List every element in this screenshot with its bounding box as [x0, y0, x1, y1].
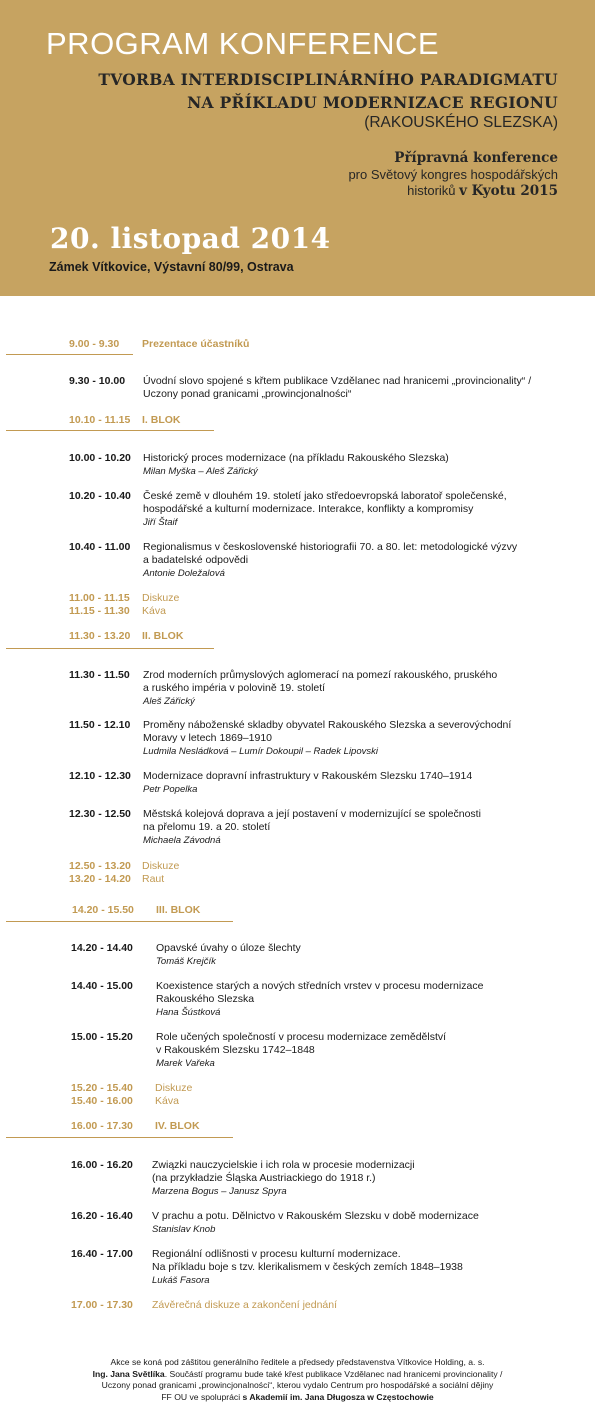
talk-entry: Regionální odlišnosti v procesu kulturní modernizace. Na příkladu boje s tzv. klerikalismem v českých zemích 1848–1938 Lukáš Fasora — [152, 1248, 463, 1286]
talk-time: 11.30 - 11.50 — [69, 669, 130, 681]
break-time: 11.15 - 11.30 — [69, 605, 130, 617]
talk-entry: Historický proces modernizace (na příkladu Rakouského Slezska) Milan Myška – Aleš Zářický — [143, 452, 449, 477]
talk-entry: Modernizace dopravní infrastruktury v Rakouském Slezsku 1740–1914 Petr Popelka — [143, 770, 473, 795]
conference-venue: Zámek Vítkovice, Výstavní 80/99, Ostrava — [49, 260, 294, 274]
block1-time: 10.10 - 11.15 — [69, 414, 131, 426]
footer-note — [0, 1357, 595, 1403]
section-divider — [6, 354, 133, 355]
registration-time: 9.00 - 9.30 — [69, 338, 120, 350]
prep-conference-label: Přípravná konference — [394, 150, 558, 166]
program-title: PROGRAM KONFERENCE — [46, 26, 440, 61]
break-label: Raut — [142, 873, 165, 885]
talk-time: 14.40 - 15.00 — [71, 980, 133, 992]
break-label: Káva — [142, 605, 166, 617]
talk-time: 10.40 - 11.00 — [69, 541, 131, 553]
section-divider — [6, 648, 214, 649]
talk-time: 12.30 - 12.50 — [69, 808, 131, 820]
closing-label: Závěrečná diskuze a zakončení jednání — [152, 1299, 338, 1311]
talk-entry: Role učených společností v procesu modernizace zemědělství v Rakouském Slezsku 1742–1848 Marek Vařeka — [156, 1031, 447, 1069]
break-time: 15.40 - 16.00 — [71, 1095, 133, 1107]
block1-label: I. BLOK — [142, 414, 181, 426]
talk-entry: Proměny náboženské skladby obyvatel Rakouského Slezska a severovýchodní Moravy v letech 1869–1910 Ludmila Nesládková – Lumír Dokoupil – Radek Lipovski — [143, 719, 512, 757]
footer-line: FF OU ve spolupráci s Akademií im. Jana Długosza w Częstochowie — [161, 1391, 434, 1402]
block3-time: 14.20 - 15.50 — [72, 904, 134, 916]
section-divider — [6, 430, 214, 431]
section-divider — [6, 921, 233, 922]
header-banner — [0, 0, 595, 296]
block2-time: 11.30 - 13.20 — [69, 630, 131, 642]
break-time: 12.50 - 13.20 — [69, 860, 131, 872]
conference-title-parenthetical: (RAKOUSKÉHO SLEZSKA) — [364, 114, 558, 131]
break-label: Diskuze — [155, 1082, 193, 1094]
talk-time: 12.10 - 12.30 — [69, 770, 131, 782]
break-label: Diskuze — [142, 860, 180, 872]
talk-entry: Městská kolejová doprava a její postavení v modernizující se společnosti na přelomu 19. a 20. století Michaela Závodná — [143, 808, 481, 846]
talk-time: 10.20 - 10.40 — [69, 490, 131, 502]
talk-entry: V prachu a potu. Dělnictvo v Rakouském Slezsku v době modernizace Stanislav Knob — [152, 1210, 479, 1235]
talk-time: 11.50 - 12.10 — [69, 719, 131, 731]
talk-time: 16.40 - 17.00 — [71, 1248, 133, 1260]
talk-time: 16.00 - 16.20 — [71, 1159, 133, 1171]
talk-entry: Opavské úvahy o úloze šlechty Tomáš Krejčík — [156, 942, 301, 967]
talk-time: 15.00 - 15.20 — [71, 1031, 133, 1043]
block4-time: 16.00 - 17.30 — [71, 1120, 133, 1132]
footer-line: Ing. Jana Světlíka. Součástí programu bude také křest publikace Vzdělanec nad hranicemi provincionality / — [92, 1368, 503, 1379]
talk-entry: Związki nauczycielskie i ich rola w procesie modernizacji (na przykładzie Śląska Austriackiego do 1918 r.) Marzena Bogus – Janusz Spyra — [152, 1159, 415, 1197]
conference-date: 20. listopad 2014 — [50, 222, 331, 255]
opening-description: Úvodní slovo spojené s křtem publikace Vzdělanec nad hranicemi „provincionality“ / Uczony ponad granicami „prowincjonalności“ — [143, 375, 532, 400]
block3-label: III. BLOK — [156, 904, 201, 916]
opening-time: 9.30 - 10.00 — [69, 375, 126, 387]
talk-entry: Regionalismus v československé historiografii 70. a 80. let: metodologické výzvy a badatelské odpovědi Antonie Doležalová — [143, 541, 518, 579]
prep-conference-line2: pro Světový kongres hospodářských — [348, 167, 558, 182]
closing-time: 17.00 - 17.30 — [71, 1299, 133, 1311]
break-time: 13.20 - 14.20 — [69, 873, 131, 885]
talk-time: 16.20 - 16.40 — [71, 1210, 133, 1222]
registration-label: Prezentace účastníků — [142, 338, 250, 350]
conference-title-line1: TVORBA INTERDISCIPLINÁRNÍHO PARADIGMATU — [98, 70, 558, 89]
section-divider — [6, 1137, 233, 1138]
break-label: Káva — [155, 1095, 179, 1107]
block4-label: IV. BLOK — [155, 1120, 200, 1132]
break-time: 11.00 - 11.15 — [69, 592, 130, 604]
talk-entry: České země v dlouhém 19. století jako středoevropská laboratoř společenské, hospodářské a kulturní modernizace. Interakce, konflikty a kompromisy Jiří Štaif — [143, 490, 507, 528]
talk-time: 10.00 - 10.20 — [69, 452, 131, 464]
break-time: 15.20 - 15.40 — [71, 1082, 133, 1094]
break-label: Diskuze — [142, 592, 180, 604]
prep-conference-line3: historiků v Kyotu 2015 — [407, 183, 558, 199]
talk-time: 14.20 - 14.40 — [71, 942, 133, 954]
conference-title-line2: NA PŘÍKLADU MODERNIZACE REGIONU — [187, 93, 558, 112]
footer-line: Uczony ponad granicami „prowincjonalności“, kterou vydalo Centrum pro hospodářské a sociální dějiny — [101, 1380, 494, 1390]
talk-entry: Zrod moderních průmyslových aglomerací na pomezí rakouského, pruského a ruského impéria v polovině 19. století Aleš Zářický — [143, 669, 498, 707]
block2-label: II. BLOK — [142, 630, 184, 642]
talk-entry: Koexistence starých a nových středních vrstev v procesu modernizace Rakouského Slezska Hana Šústková — [156, 980, 484, 1018]
footer-line: Akce se koná pod záštitou generálního ředitele a předsedy představenstva Vítkovice Holding, a. s. — [110, 1357, 485, 1367]
